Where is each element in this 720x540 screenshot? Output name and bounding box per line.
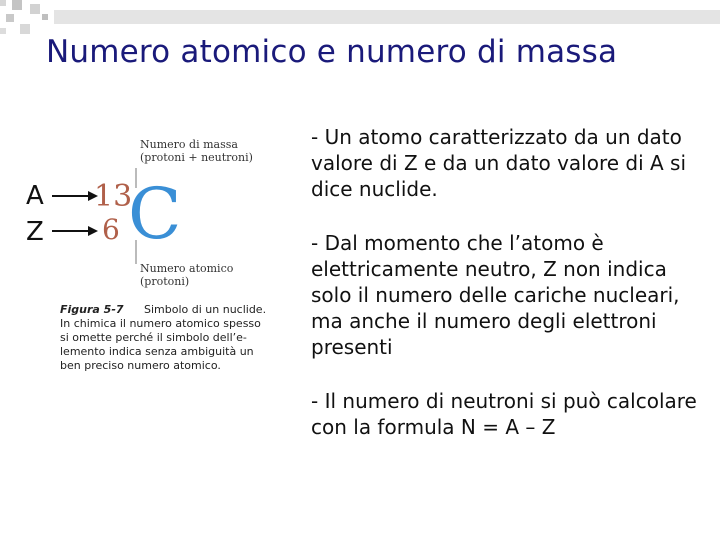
- caption-line: Simbolo di un nuclide.: [144, 303, 267, 316]
- atomic-label-1: Numero atomico: [140, 262, 234, 275]
- atomic-label-2: (protoni): [140, 275, 190, 288]
- nuclide-figure: [22, 128, 292, 388]
- arrow-z-head: [88, 226, 98, 236]
- slide-title: Numero atomico e numero di massa: [46, 34, 618, 70]
- caption-line: In chimica il numero atomico spesso: [60, 317, 261, 330]
- caption-line: ben preciso numero atomico.: [60, 359, 221, 372]
- caption-title: Figura 5-7: [60, 303, 124, 316]
- body-text: [311, 124, 711, 440]
- caption-line: lemento indica senza ambiguità un: [60, 345, 254, 358]
- label-z: Z: [26, 217, 44, 247]
- paragraph-neutron-formula: - Il numero di neutroni si può calcolare con la formula N = A – Z: [311, 389, 697, 439]
- atomic-number: 6: [102, 213, 120, 246]
- label-a: A: [26, 181, 44, 211]
- element-symbol: C: [128, 173, 182, 255]
- mass-number: 13: [94, 179, 133, 214]
- paragraph-nuclide: - Un atomo caratterizzato da un dato valore di Z e da un dato valore di A si dice nuclide.: [311, 125, 687, 201]
- caption-line: si omette perché il simbolo dell’e-: [60, 331, 247, 344]
- mass-label-1: Numero di massa: [140, 138, 238, 151]
- mass-label-2: (protoni + neutroni): [140, 151, 253, 164]
- paragraph-neutral-atom: - Dal momento che l’atomo è elettricamente neutro, Z non indica solo il numero delle cariche nucleari, ma anche il numero degli elettroni presenti: [311, 231, 680, 359]
